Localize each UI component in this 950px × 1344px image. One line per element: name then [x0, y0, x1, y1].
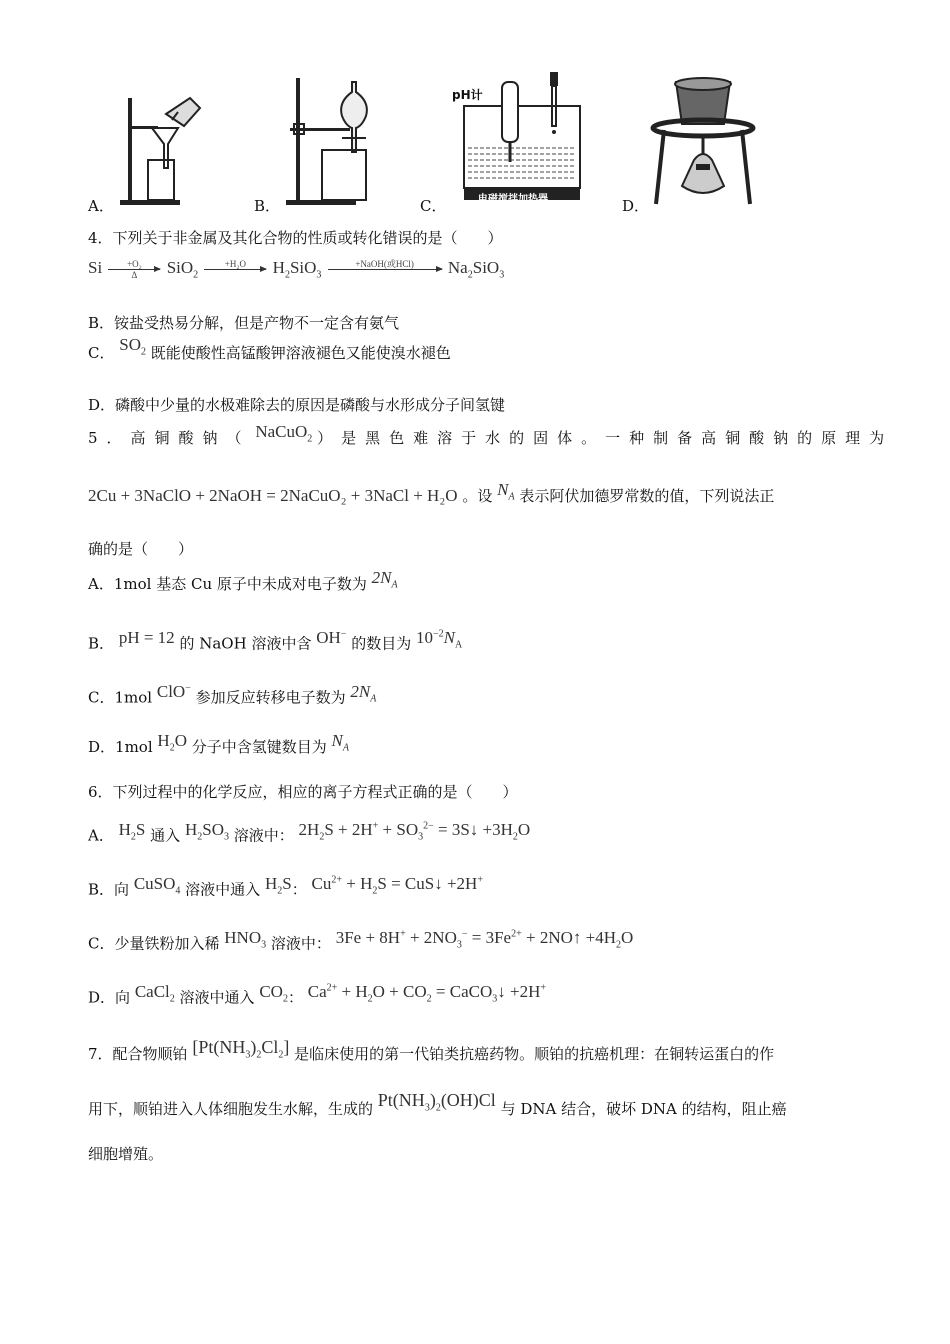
ph-meter-label: pH计	[452, 88, 483, 102]
q5-stem-line3: 确的是（ ）	[88, 540, 194, 558]
q4-option-c: C． $SO_2$ 既能使酸性高锰酸钾溶液褪色又能使溴水褪色	[88, 335, 451, 362]
q6-option-d: D．向 CaCl$_2$ 溶液中通入 $CO_2$： $Ca^{2+} + H_2O + CO_2$ = CaCO$_3$↓ +2H+	[88, 981, 546, 1007]
figure-b-label: B．	[254, 197, 281, 215]
q4-option-d: D．磷酸中少量的水极难除去的原因是磷酸与水形成分子间氢键	[88, 396, 506, 414]
figure-a-label: A．	[88, 197, 114, 215]
q6-option-b: B．向 CuSO$_4$ 溶液中通入 $H_2S$： $Cu^{2+} + H_2S$ = CuS↓ +2H+	[88, 873, 483, 899]
q5-option-d: D．1mol $H_2O$ 分子中含氢键数目为 $N_A$	[88, 731, 349, 756]
q4-stem: 4．下列关于非金属及其化合物的性质或转化错误的是（ ）	[88, 229, 503, 247]
q5-stem-line2: 2Cu + 3NaClO + 2NaOH = 2NaCuO₂ + 3NaCl + H₂O 。设 $N_A$ 表示阿伏加德罗常数的值，下列说法正	[88, 480, 775, 505]
q5-equation: 2Cu + 3NaClO + 2NaOH = 2NaCuO₂ + 3NaCl + H₂O	[88, 486, 458, 505]
q5-option-c: C．1mol ClO− 参加反应转移电子数为 $2N_A$	[88, 681, 377, 707]
q7-line1: 7．配合物顺铂 $[Pt(NH_3)_2Cl_2]$ 是临床使用的第一代铂类抗癌药物。顺铂的抗癌机理：在铜转运蛋白的作	[88, 1037, 775, 1063]
q5-option-a: A．1mol 基态 Cu 原子中未成对电子数为 $2N_A$	[88, 568, 398, 593]
q7-line2: 用下，顺铂进入人体细胞发生水解，生成的 $Pt(NH_3)_2(OH)Cl$ 与 DNA 结合，破坏 DNA 的结构，阻止癌	[88, 1090, 787, 1118]
q5-option-b: B． pH = 12 的 NaOH 溶液中含 OH− 的数目为 $10^{-2}N_A$	[88, 627, 463, 653]
q6-stem: 6．下列过程中的化学反应，相应的离子方程式正确的是（ ）	[88, 783, 518, 801]
q6-option-c: C．少量铁粉加入稀 $HNO_3$ 溶液中： $3Fe + 8H^+ + 2NO_3^- = 3Fe^{2+}$ + 2NO↑ $+4H_2O$	[88, 927, 634, 953]
q4-option-b: B．铵盐受热易分解，但是产物不一定含有氨气	[88, 314, 400, 332]
figure-a	[118, 68, 208, 208]
q6-option-a: A． $H_2S$ 通入 $H_2SO_3$ 溶液中： $2H_2S + 2H^+ + SO_3^{2-}$ = 3S↓ $+3H_2O$	[88, 819, 531, 845]
q4-option-a: Si $\frac{\text{+O₂}}{\Delta}$ SiO$_2$ +H₂O $H_2SiO_3$ +NaOH(或HCl) $Na_2SiO_3$	[88, 258, 505, 281]
figure-d	[650, 68, 760, 212]
q5-stem-line1: 5．高铜酸钠（ NaCuO$_2$ ）是黑色难溶于水的固体。一种制备高铜酸钠的原理为	[88, 422, 894, 447]
q7-line3: 细胞增殖。	[88, 1145, 164, 1163]
figure-c-label: C．	[420, 197, 447, 215]
figure-b	[282, 68, 382, 208]
heater-label: 电磁搅拌加热器	[478, 194, 548, 205]
figure-d-label: D．	[622, 197, 650, 215]
